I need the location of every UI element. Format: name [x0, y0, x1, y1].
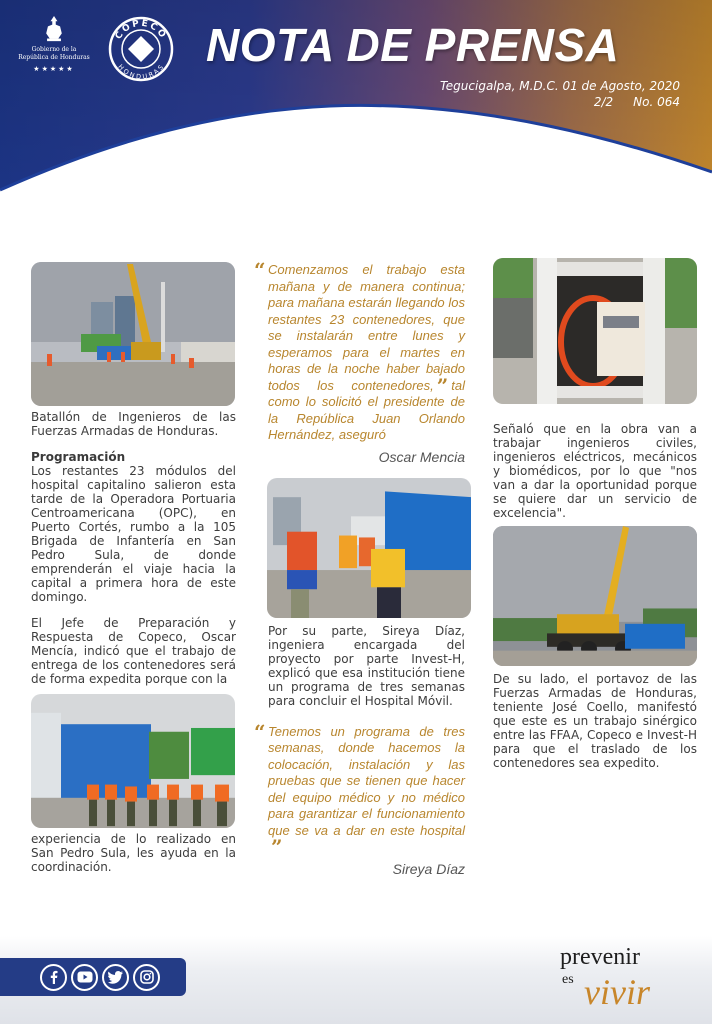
page-number: 2/2	[593, 95, 614, 109]
column1-text-end	[31, 832, 236, 874]
youtube-icon[interactable]	[71, 964, 98, 991]
copeco-logo	[108, 16, 174, 82]
photo-soldiers-container	[31, 694, 235, 828]
paragraph: experiencia de lo realizado en San Pedro Sula, les ayuda en la coordinación.	[31, 832, 236, 874]
coat-of-arms-icon	[41, 14, 67, 44]
caption-continuation: Batallón de Ingenieros de las Fuerzas Armadas de Honduras.	[31, 410, 236, 438]
column-3	[493, 258, 697, 770]
slogan-word-2: es	[562, 972, 574, 987]
open-quote-icon: “	[254, 258, 266, 282]
quote-author: Oscar Mencia	[378, 448, 465, 465]
paragraph: Por su parte, Sireya Díaz, ingeniera encargada del proyecto por parte Invest-H, explicó que esa institución tiene un programa de tres semanas para concluir el Hospital Móvil.	[268, 623, 465, 708]
quote-diaz	[254, 719, 465, 859]
slogan-logo	[560, 944, 680, 1018]
paragraph: De su lado, el portavoz de las Fuerzas Armadas de Honduras, teniente José Coello, manifestó que este es un trabajo sinérgico entre las FFAA, Copeco e Invest-H para que el traslado de los contenedores sea expedito.	[493, 672, 697, 770]
paragraph: El Jefe de Preparación y Respuesta de Copeco, Oscar Mencía, indicó que el trabajo de entrega de los contenedores será de forma expedita porque con la	[31, 616, 236, 686]
slogan-word-3: vivir	[584, 972, 650, 1012]
instagram-icon[interactable]	[133, 964, 160, 991]
gov-logo-line1: Gobierno de la	[31, 46, 77, 53]
gov-logo-line2: República de Honduras	[18, 54, 90, 61]
quote-text: Tenemos un programa de tres semanas, donde hacemos la colocación, instalación y las pruebas que se tienen que hacer del equipo médico y no médico para garantizar el funcionamiento que se va a dar en este hospital	[268, 723, 465, 838]
photo-crane-truck	[493, 526, 697, 666]
header-banner	[0, 0, 712, 200]
dateline	[440, 78, 680, 110]
column3-text-2	[493, 672, 697, 770]
gov-logo-stars: ★★★★★	[33, 65, 75, 73]
open-quote-icon: “	[254, 719, 266, 744]
column-1	[31, 262, 236, 874]
issue-number: No. 064	[633, 95, 680, 109]
quote-text: Comenzamos el trabajo esta mañana y de manera continua; para mañana estarán llegando los restantes 23 contenedores, que se instalarán entre lunes y esperamos para el martes en horas de la noche haber bajado todos los contenedores,	[268, 262, 465, 393]
column-2	[254, 258, 465, 878]
copeco-logo-bottom-text: HONDURAS	[116, 62, 166, 81]
column3-text	[493, 422, 697, 520]
section-subhead: Programación	[31, 450, 126, 464]
issue-meta	[594, 94, 680, 110]
column2-text	[268, 624, 465, 708]
facebook-icon[interactable]	[40, 964, 67, 991]
column1-text	[31, 410, 236, 686]
copeco-logo-top-text: COPECO	[113, 18, 169, 42]
photo-container-interior	[493, 258, 697, 404]
slogan-word-1: prevenir	[560, 944, 640, 970]
paragraph: Señaló que en la obra van a trabajar ingenieros civiles, ingenieros eléctricos, mecánicos y biomédicos, por lo que "nos van a dar la oportunidad porque se quiere dar un servicio de excelencia".	[493, 422, 697, 520]
paragraph: Los restantes 23 módulos del hospital capitalino salieron esta tarde de la Operadora Portuaria Centroamericana (OPC), en Puerto Cortés, rumbo a la 105 Brigada de Infantería en San Pedro Sula, de donde emprenderán el viaje hacia la capital a primera hora de este domingo.	[31, 464, 236, 604]
svg-text:HONDURAS	[116, 63, 165, 81]
page-title: NOTA DE PRENSA	[206, 19, 620, 71]
twitter-icon[interactable]	[102, 964, 129, 991]
social-media-bar	[0, 958, 186, 996]
government-logo	[14, 14, 94, 74]
photo-workers-container	[267, 478, 471, 618]
quote-mencia	[254, 258, 465, 444]
date-location: Tegucigalpa, M.D.C. 01 de Agosto, 2020	[439, 79, 680, 93]
quote-text-cont: tal como lo solicitó el presidente de la República Juan Orlando Hernández, aseguró	[268, 377, 465, 442]
photo-crane-site	[31, 262, 235, 406]
close-quote-icon: ”	[271, 835, 283, 859]
quote-author: Sireya Díaz	[392, 860, 465, 877]
close-quote-icon: ”	[436, 373, 449, 398]
